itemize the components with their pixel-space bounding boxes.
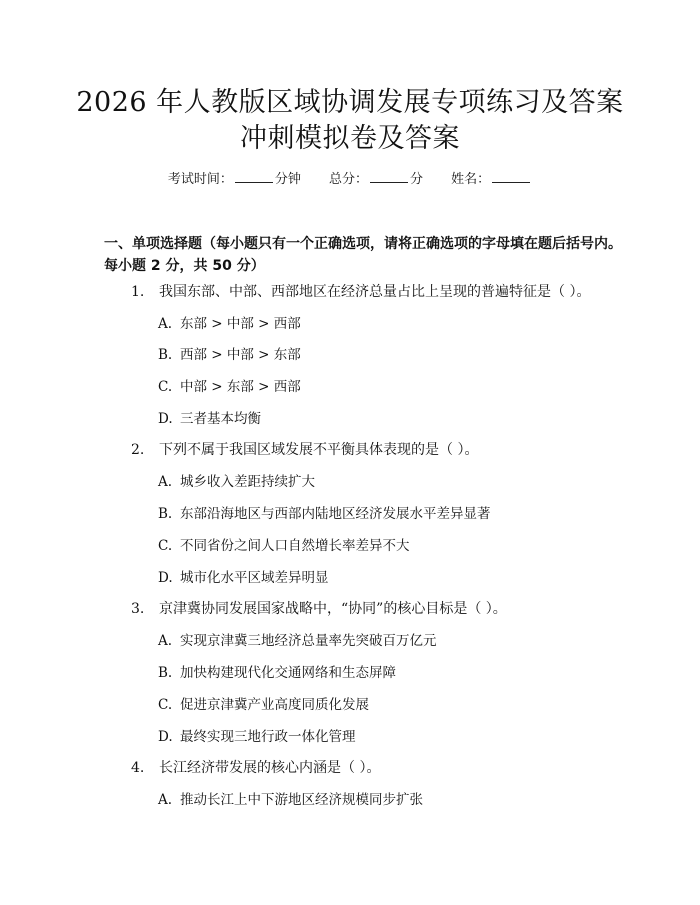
option-text: 最终实现三地行政一体化管理	[180, 729, 356, 745]
option-letter: A.	[158, 316, 173, 332]
option-letter: B.	[158, 347, 173, 363]
option-2c	[158, 536, 608, 556]
option-letter: C.	[158, 538, 173, 554]
name-label: 姓名：	[451, 172, 491, 187]
question-number: 3.	[131, 601, 145, 617]
option-letter: C.	[158, 697, 173, 713]
score-label: 总分：	[328, 172, 368, 187]
option-text: 城乡收入差距持续扩大	[180, 474, 315, 490]
option-3c	[158, 695, 608, 715]
option-text: 实现京津冀三地经济总量率先突破百万亿元	[180, 633, 437, 649]
question-4	[131, 758, 611, 778]
option-1b	[158, 345, 608, 365]
option-text: 不同省份之间人口自然增长率差异不大	[180, 538, 410, 554]
option-3b	[158, 663, 608, 683]
option-1c	[158, 377, 608, 397]
exam-name	[451, 170, 532, 189]
page-subtitle: 冲刺模拟卷及答案	[240, 123, 460, 154]
exam-time	[168, 170, 301, 189]
option-letter: A.	[158, 633, 173, 649]
option-letter: B.	[158, 665, 173, 681]
exam-score	[329, 170, 423, 189]
name-blank	[492, 170, 530, 183]
option-letter: D.	[158, 570, 173, 586]
section-heading: 一、单项选择题（每小题只有一个正确选项，请将正确选项的字母填在题后括号内。每小题 2 分，共 50 分）	[104, 236, 622, 274]
option-text: 加快构建现代化交通网络和生态屏障	[180, 665, 396, 681]
option-text: 促进京津冀产业高度同质化发展	[180, 697, 369, 713]
time-label: 考试时间：	[167, 172, 233, 187]
question-3	[131, 599, 611, 619]
time-blank	[235, 170, 273, 183]
option-3d	[158, 727, 608, 747]
score-unit: 分	[410, 172, 424, 187]
question-number: 4.	[131, 760, 145, 776]
option-2d	[158, 568, 608, 588]
question-text: 我国东部、中部、西部地区在经济总量占比上呈现的普遍特征是（ ）。	[159, 284, 591, 300]
exam-meta	[0, 170, 700, 189]
question-number: 1.	[131, 284, 145, 300]
option-text: 西部 > 中部 > 东部	[180, 347, 301, 363]
option-1d	[158, 409, 608, 429]
score-blank	[370, 170, 408, 183]
option-letter: C.	[158, 379, 173, 395]
option-2b	[158, 504, 608, 524]
question-text: 京津冀协同发展国家战略中，“协同”的核心目标是（ ）。	[159, 601, 507, 617]
time-unit: 分钟	[274, 172, 301, 187]
option-letter: D.	[158, 411, 173, 427]
option-text: 东部 > 中部 > 西部	[180, 316, 301, 332]
option-2a	[158, 472, 608, 492]
page-title: 2026 年人教版区域协调发展专项练习及答案	[76, 87, 624, 118]
option-letter: B.	[158, 506, 173, 522]
option-letter: D.	[158, 729, 173, 745]
option-3a	[158, 631, 608, 651]
option-1a	[158, 314, 608, 334]
question-1	[131, 282, 611, 302]
question-text: 长江经济带发展的核心内涵是（ ）。	[159, 760, 381, 776]
option-letter: A.	[158, 474, 173, 490]
option-text: 三者基本均衡	[180, 411, 261, 427]
option-4a	[158, 790, 608, 810]
question-2	[131, 440, 611, 460]
option-letter: A.	[158, 792, 173, 808]
question-number: 2.	[131, 442, 145, 458]
option-text: 东部沿海地区与西部内陆地区经济发展水平差异显著	[180, 506, 491, 522]
option-text: 中部 > 东部 > 西部	[180, 379, 301, 395]
question-text: 下列不属于我国区域发展不平衡具体表现的是（ ）。	[159, 442, 479, 458]
option-text: 城市化水平区域差异明显	[180, 570, 329, 586]
option-text: 推动长江上中下游地区经济规模同步扩张	[180, 792, 423, 808]
